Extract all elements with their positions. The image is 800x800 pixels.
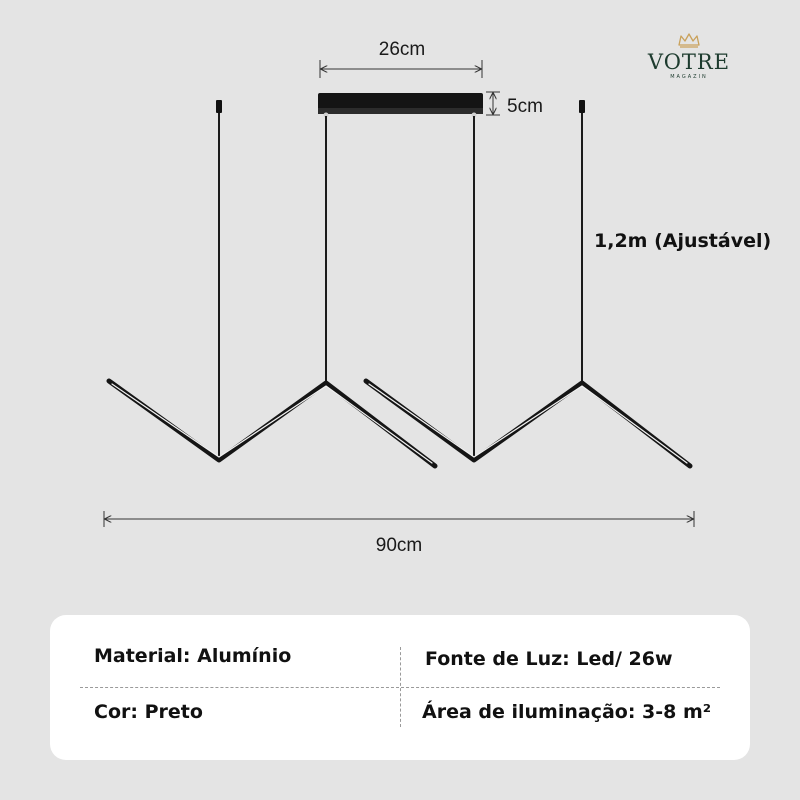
spec-color: Cor: Preto: [94, 701, 203, 723]
brand-name: VOTRE: [647, 50, 731, 74]
spec-lighting-area: Área de iluminação: 3-8 m²: [422, 701, 712, 723]
spec-light-source: Fonte de Luz: Led/ 26w: [425, 648, 673, 670]
cable-length-label: 1,2m (Ajustável): [594, 230, 772, 252]
total-width-dimension: [104, 511, 694, 556]
canopy-height-dimension: [486, 92, 543, 117]
canopy-width-dimension: [320, 39, 482, 78]
total-width-label: 90cm: [375, 535, 423, 556]
crown-icon: [677, 32, 701, 48]
brand-tagline: MAGAZIN: [670, 74, 708, 80]
ceiling-canopy: [318, 93, 483, 118]
column-divider: [400, 647, 401, 727]
brand-logo: [644, 32, 734, 80]
canopy-height-label: 5cm: [507, 96, 543, 117]
spec-material: Material: Alumínio: [94, 645, 292, 667]
canopy-width-label: 26cm: [378, 39, 426, 60]
spec-card: [50, 615, 750, 760]
